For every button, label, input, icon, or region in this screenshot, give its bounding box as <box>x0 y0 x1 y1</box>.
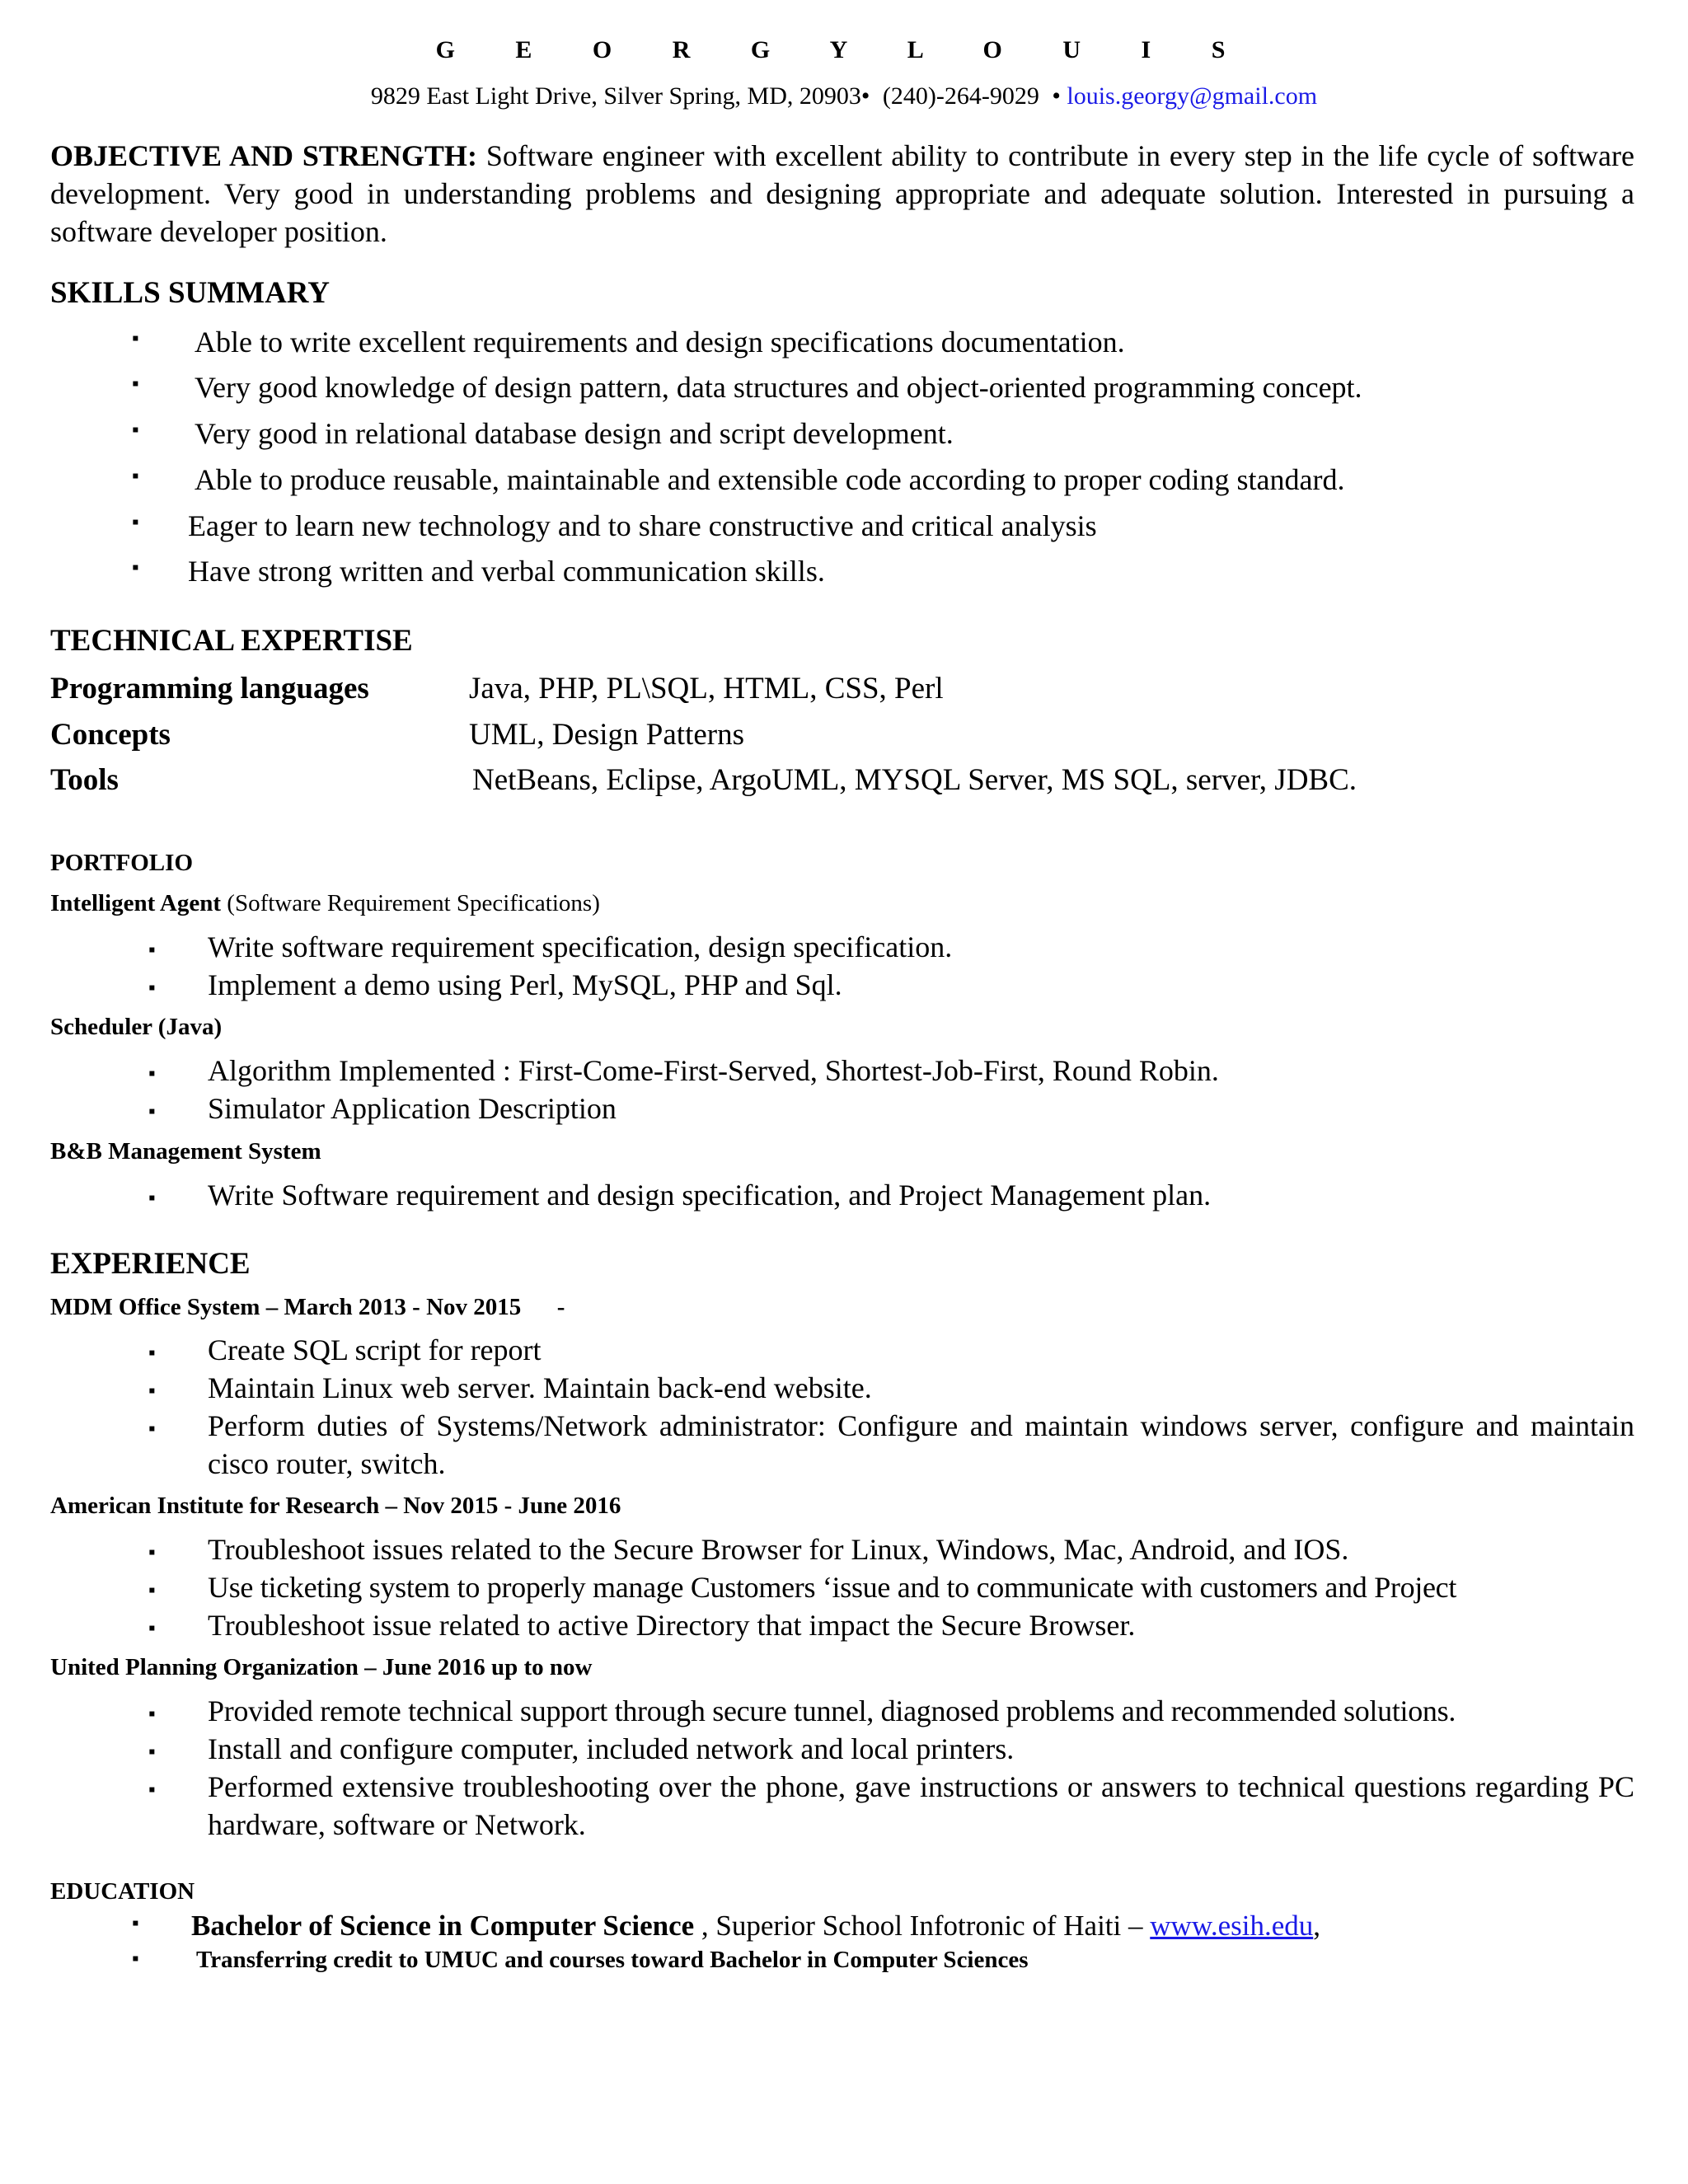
list-item <box>148 1176 1634 1214</box>
candidate-name: G E O R G Y L O U I S <box>435 36 1253 63</box>
degree-line <box>191 1910 1320 1943</box>
bullet-icon: ▪ <box>132 1913 139 1934</box>
list-text: Troubleshoot issue related to active Directory that impact the Secure Browser. <box>208 1609 1136 1642</box>
technical-heading: TECHNICAL EXPERTISE <box>50 624 413 658</box>
list-text: Performed extensive troubleshooting over the phone, gave instructions or answers to technical questions regarding PC hardware, software or Network. <box>208 1770 1634 1841</box>
list-text: Write software requirement specification, design specification. <box>208 930 953 963</box>
tech-value: NetBeans, Eclipse, ArgoUML, MYSQL Server, MS SQL, server, JDBC. <box>472 763 1357 797</box>
phone: (240)-264-9029 <box>882 82 1039 110</box>
job-title <box>50 1493 621 1520</box>
bullet-icon: ▪ <box>132 466 139 487</box>
project-name: Scheduler (Java) <box>50 1014 223 1040</box>
list-item <box>148 966 1634 1004</box>
bullet-icon: ▪ <box>148 1380 156 1402</box>
job-name: United Planning Organization – June 2016 up to now <box>50 1654 593 1680</box>
transfer-text: Transferring credit to UMUC and courses toward Bachelor in Computer Sciences <box>196 1947 1029 1973</box>
list-text: Use ticketing system to properly manage Customers ‘issue and to communicate with customers and Project <box>208 1571 1457 1604</box>
contact-line <box>0 82 1688 110</box>
list-item <box>148 1407 1634 1483</box>
list-text: Write Software requirement and design specification, and Project Management plan. <box>208 1179 1212 1212</box>
bullet-icon: ▪ <box>148 1188 156 1209</box>
school-name: , Superior School Infotronic of Haiti – <box>694 1910 1151 1942</box>
bullet-icon: ▪ <box>148 1063 156 1085</box>
skill-text: Eager to learn new technology and to share constructive and critical analysis <box>188 509 1097 542</box>
bullet-icon: ▪ <box>132 1948 139 1970</box>
skill-text: Very good knowledge of design pattern, data structures and object-oriented programming concept. <box>195 371 1362 404</box>
email-bullet: • <box>1052 82 1061 110</box>
address: 9829 East Light Drive, Silver Spring, MD, 20903• <box>370 82 870 110</box>
education-heading: EDUCATION <box>50 1878 195 1905</box>
job-name: MDM Office System – March 2013 - Nov 2015 - <box>50 1294 565 1320</box>
bullet-icon: ▪ <box>148 977 156 999</box>
objective-text: Software engineer with excellent ability to contribute in every step in the life cycle of software development. Very good in understanding problems and designing appropriate and adequate solution. Interested in pursuing a software developer position. <box>50 139 1634 248</box>
job-title <box>50 1294 565 1321</box>
school-link[interactable]: www.esih.edu <box>1150 1910 1314 1942</box>
list-item <box>148 1768 1634 1844</box>
list-text: Perform duties of Systems/Network administrator: Configure and maintain windows server, configure and maintain cisco router, switch. <box>208 1409 1634 1480</box>
project-title <box>50 1014 222 1041</box>
skill-text: Have strong written and verbal communication skills. <box>188 555 825 588</box>
bullet-icon: ▪ <box>148 1343 156 1364</box>
list-item <box>148 1530 1634 1568</box>
bullet-icon: ▪ <box>148 1101 156 1122</box>
list-text: Maintain Linux web server. Maintain back-end website. <box>208 1371 872 1404</box>
job-name: American Institute for Research – Nov 2015 - June 2016 <box>50 1493 621 1519</box>
list-text: Algorithm Implemented : First-Come-First-Served, Shortest-Job-First, Round Robin. <box>208 1054 1219 1087</box>
bullet-icon: ▪ <box>148 1779 156 1801</box>
list-item <box>148 1568 1634 1606</box>
list-item <box>148 928 1634 966</box>
list-text: Simulator Application Description <box>208 1092 617 1125</box>
project-name: Intelligent Agent <box>50 890 222 916</box>
list-text: Provided remote technical support through secure tunnel, diagnosed problems and recommended solutions. <box>208 1694 1456 1727</box>
bullet-icon: ▪ <box>148 1741 156 1763</box>
skill-text: Able to produce reusable, maintainable and extensible code according to proper coding standard. <box>195 463 1345 496</box>
bullet-icon: ▪ <box>148 1618 156 1639</box>
bullet-icon: ▪ <box>148 1418 156 1440</box>
project-title <box>50 890 600 917</box>
skill-text: Able to write excellent requirements and design specifications documentation. <box>195 326 1125 359</box>
bullet-icon: ▪ <box>132 328 139 349</box>
objective-paragraph <box>50 137 1634 251</box>
bullet-icon: ▪ <box>148 1542 156 1563</box>
bullet-icon: ▪ <box>132 419 139 441</box>
list-item <box>148 1606 1634 1644</box>
degree-name: Bachelor of Science in Computer Science <box>191 1910 695 1942</box>
list-text: Create SQL script for report <box>208 1333 542 1366</box>
bullet-icon: ▪ <box>132 373 139 395</box>
bullet-icon: ▪ <box>148 1704 156 1725</box>
project-subtitle: (Software Requirement Specifications) <box>221 890 600 916</box>
bullet-icon: ▪ <box>132 557 139 579</box>
skills-heading: SKILLS SUMMARY <box>50 276 330 310</box>
tech-key: Concepts <box>50 718 171 752</box>
list-text: Troubleshoot issues related to the Secure Browser for Linux, Windows, Mac, Android, and IOS. <box>208 1533 1349 1566</box>
project-title <box>50 1138 321 1165</box>
tech-key: Programming languages <box>50 672 369 705</box>
bullet-icon: ▪ <box>132 512 139 533</box>
list-item <box>148 1369 1634 1407</box>
tech-value: Java, PHP, PL\SQL, HTML, CSS, Perl <box>469 672 944 705</box>
list-item <box>148 1090 1634 1127</box>
email-link[interactable]: louis.georgy@gmail.com <box>1067 82 1318 110</box>
skill-text: Very good in relational database design and script development. <box>195 417 954 450</box>
portfolio-heading: PORTFOLIO <box>50 850 193 876</box>
objective-label: OBJECTIVE AND STRENGTH: <box>50 139 477 172</box>
bullet-icon: ▪ <box>148 940 156 961</box>
list-text: Install and configure computer, included network and local printers. <box>208 1732 1015 1765</box>
experience-heading: EXPERIENCE <box>50 1247 251 1281</box>
job-title <box>50 1654 592 1681</box>
list-item <box>148 1730 1634 1768</box>
list-item <box>148 1692 1634 1730</box>
list-item <box>148 1052 1634 1090</box>
bullet-icon: ▪ <box>148 1580 156 1601</box>
degree-trail: , <box>1313 1910 1320 1942</box>
tech-value: UML, Design Patterns <box>469 718 744 752</box>
list-text: Implement a demo using Perl, MySQL, PHP and Sql. <box>208 968 842 1001</box>
project-name: B&B Management System <box>50 1138 321 1165</box>
tech-key: Tools <box>50 763 119 797</box>
list-item <box>148 1331 1634 1369</box>
